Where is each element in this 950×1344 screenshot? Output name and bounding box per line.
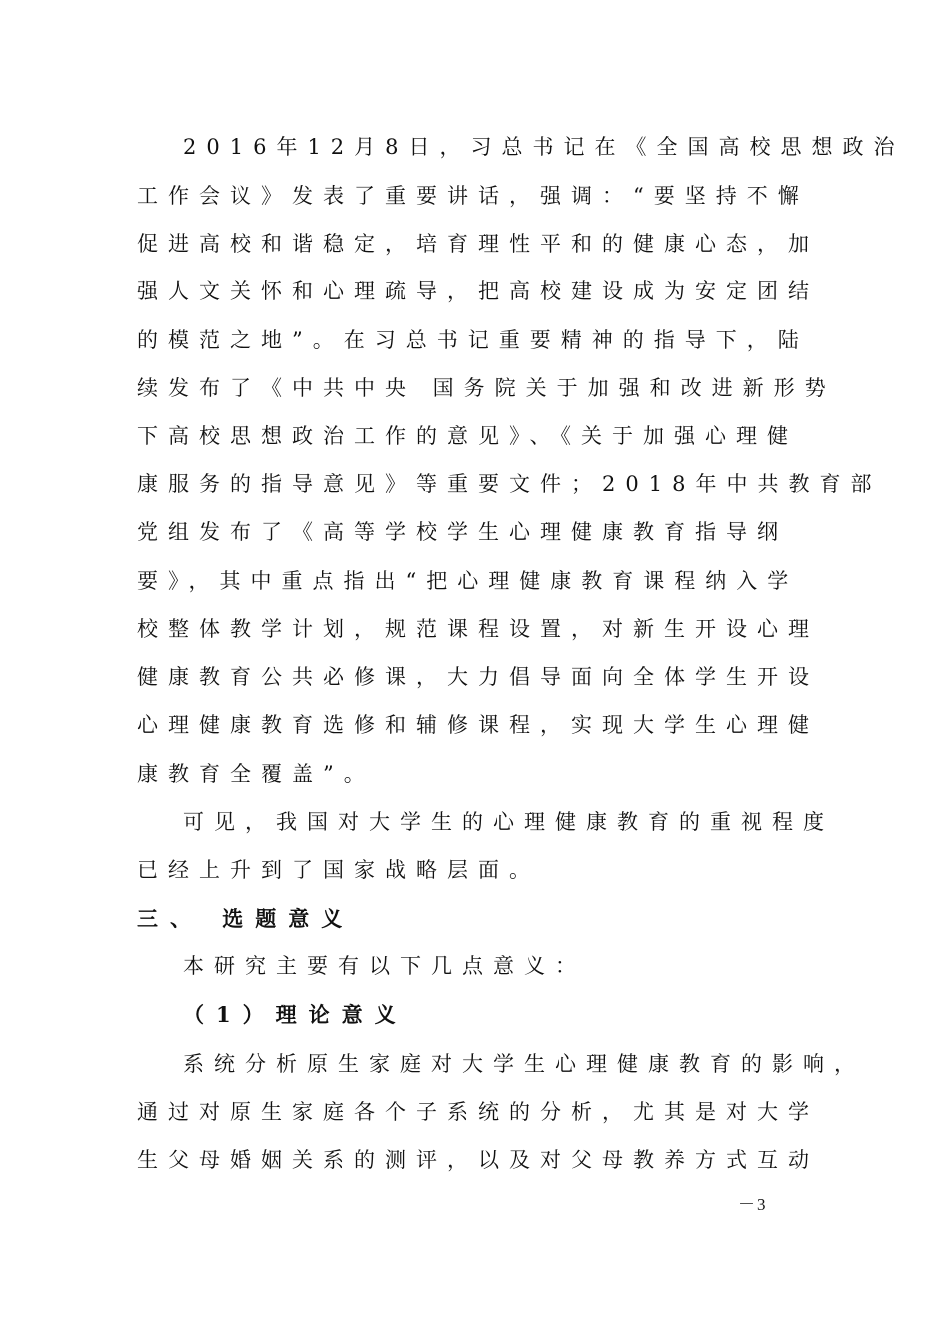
page-number: －3 — [738, 1195, 768, 1214]
paragraph-line: 促进高校和谐稳定，培育理性平和的健康心态，加 — [137, 232, 819, 256]
paragraph-line: 生父母婚姻关系的测评，以及对父母教养方式互动 — [137, 1148, 819, 1172]
paragraph-line: 系统分析原生家庭对大学生心理健康教育的影响， — [183, 1052, 865, 1076]
paragraph-line: 康服务的指导意见》等重要文件；2018年中共教育部 — [137, 472, 882, 496]
paragraph-line: 康教育全覆盖”。 — [137, 762, 375, 786]
paragraph-line: 健康教育公共必修课，大力倡导面向全体学生开设 — [137, 665, 819, 689]
intro-line: 本研究主要有以下几点意义： — [183, 954, 586, 978]
paragraph-line: 2016年12月8日，习总书记在《全国高校思想政治 — [183, 135, 905, 159]
paragraph-line: 已经上升到了国家战略层面。 — [137, 858, 540, 882]
paragraph-line: 强人文关怀和心理疏导，把高校建设成为安定团结 — [137, 279, 819, 303]
paragraph-line: 续发布了《中共中央 国务院关于加强和改进新形势 — [137, 376, 836, 400]
paragraph-line: 心理健康教育选修和辅修课程，实现大学生心理健 — [137, 713, 819, 737]
paragraph-line: 下高校思想政治工作的意见》、《关于加强心理健 — [137, 424, 798, 448]
paragraph-line: 校整体教学计划，规范课程设置，对新生开设心理 — [137, 617, 819, 641]
subheading-theoretical-significance: （1）理论意义 — [183, 1002, 408, 1027]
paragraph-line: 党组发布了《高等学校学生心理健康教育指导纲 — [137, 520, 788, 544]
paragraph-line: 要》，其中重点指出“把心理健康教育课程纳入学 — [137, 569, 799, 593]
paragraph-line: 可见，我国对大学生的心理健康教育的重视程度 — [183, 810, 834, 834]
paragraph-line: 通过对原生家庭各个子系统的分析，尤其是对大学 — [137, 1100, 819, 1124]
paragraph-line: 工作会议》发表了重要讲话，强调：“要坚持不懈 — [137, 184, 809, 208]
section-heading: 三、 选题意义 — [137, 906, 355, 931]
paragraph-line: 的模范之地”。在习总书记重要精神的指导下，陆 — [137, 328, 809, 352]
